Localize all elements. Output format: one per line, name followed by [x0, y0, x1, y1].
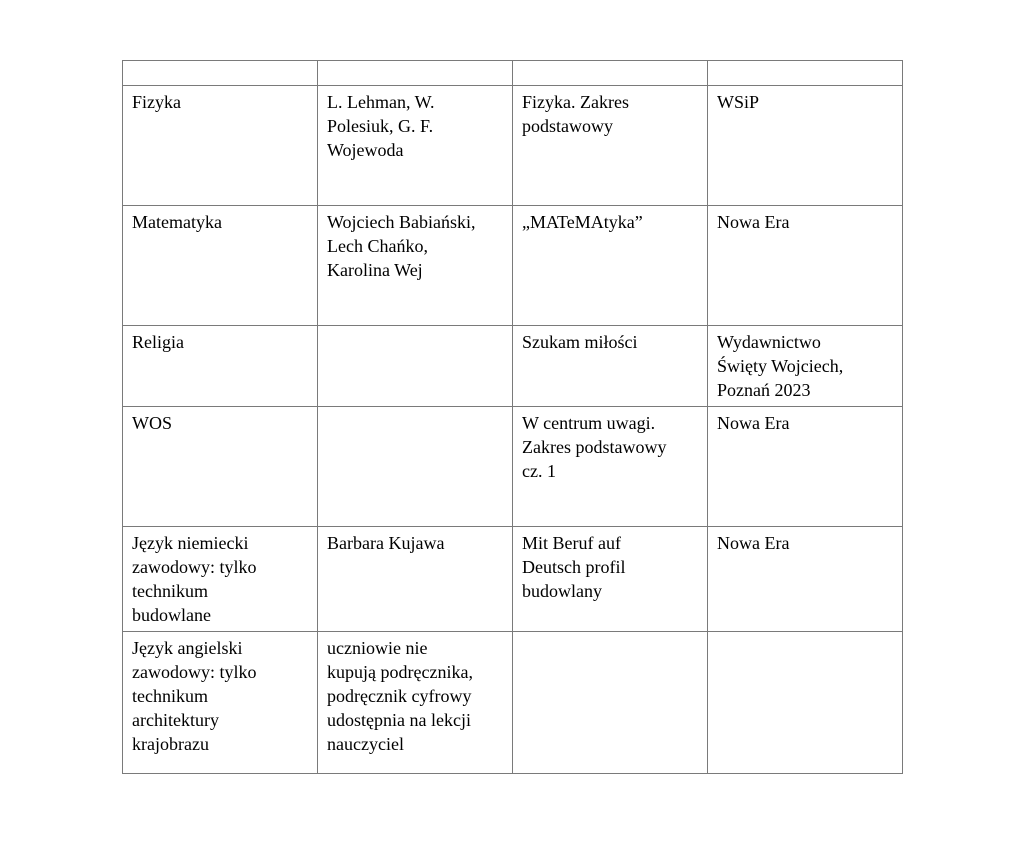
author-cell: [318, 407, 513, 527]
table-row: [123, 407, 903, 527]
title-cell: [513, 632, 708, 774]
author-cell: L. Lehman, W. Polesiuk, G. F. Wojewoda: [318, 86, 513, 206]
subject-cell: Fizyka: [123, 86, 318, 206]
author-cell: [318, 326, 513, 407]
title-cell: W centrum uwagi. Zakres podstawowy cz. 1: [513, 407, 708, 527]
header-cell: [123, 61, 318, 86]
publisher-cell: WSiP: [708, 86, 903, 206]
subject-cell: Religia: [123, 326, 318, 407]
table-row: [123, 206, 903, 326]
subject-cell: Język niemiecki zawodowy: tylko technikum budowlane: [123, 527, 318, 632]
publisher-cell: Nowa Era: [708, 407, 903, 527]
title-cell: „MATeMAtyka”: [513, 206, 708, 326]
publisher-cell: Wydawnictwo Święty Wojciech, Poznań 2023: [708, 326, 903, 407]
subject-cell: WOS: [123, 407, 318, 527]
table-row: [123, 86, 903, 206]
publisher-cell: Nowa Era: [708, 527, 903, 632]
title-cell: Fizyka. Zakres podstawowy: [513, 86, 708, 206]
title-cell: Szukam miłości: [513, 326, 708, 407]
title-cell: Mit Beruf auf Deutsch profil budowlany: [513, 527, 708, 632]
header-row: [123, 61, 903, 86]
publisher-cell: [708, 632, 903, 774]
header-cell: [513, 61, 708, 86]
table-row: [123, 632, 903, 774]
author-cell: Wojciech Babiański, Lech Chańko, Karolina Wej: [318, 206, 513, 326]
header-cell: [708, 61, 903, 86]
subject-cell: Matematyka: [123, 206, 318, 326]
textbook-table: [122, 60, 903, 774]
author-cell: Barbara Kujawa: [318, 527, 513, 632]
table-row: [123, 326, 903, 407]
header-cell: [318, 61, 513, 86]
subject-cell: Język angielski zawodowy: tylko technikum architektury krajobrazu: [123, 632, 318, 774]
publisher-cell: Nowa Era: [708, 206, 903, 326]
author-cell: uczniowie nie kupują podręcznika, podręcznik cyfrowy udostępnia na lekcji nauczyciel: [318, 632, 513, 774]
table-row: [123, 527, 903, 632]
